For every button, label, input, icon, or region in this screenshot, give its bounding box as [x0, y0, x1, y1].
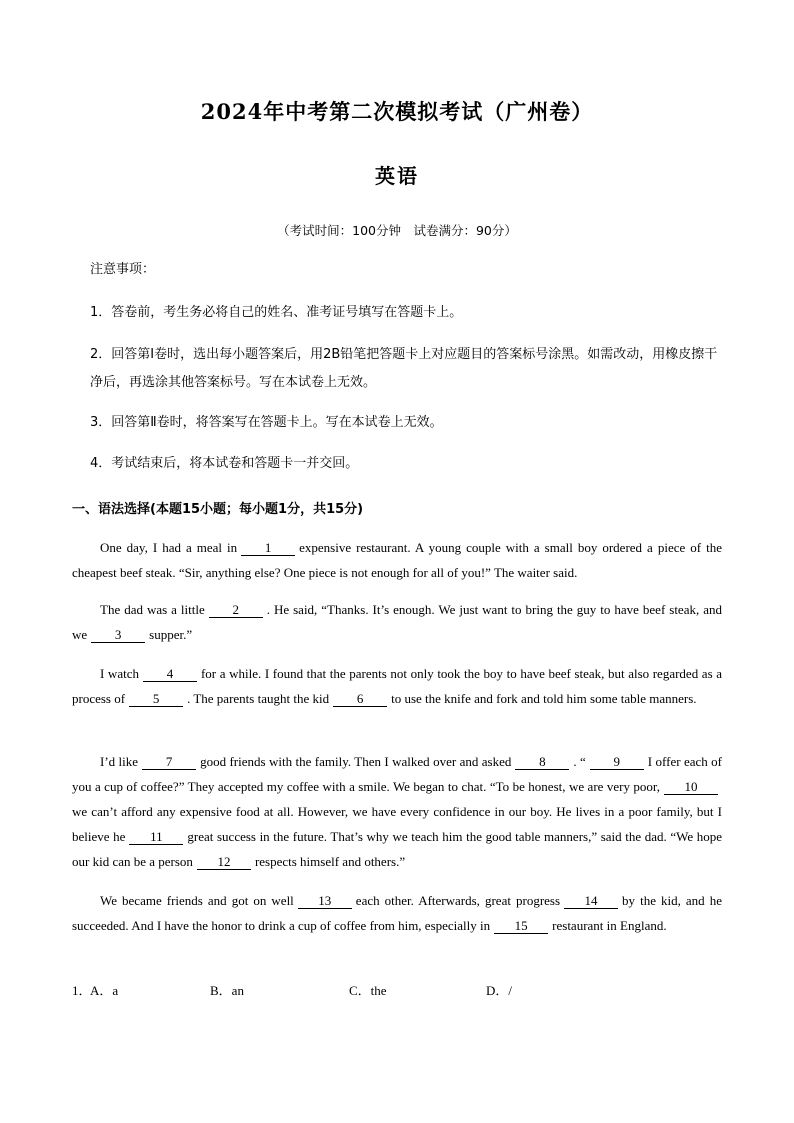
answer-blank: 8 [515, 754, 569, 770]
passage-text: I watch [100, 666, 139, 681]
passage-text: good friends with the family. Then I walked over and asked [200, 754, 512, 769]
answer-blank: 1 [241, 540, 295, 556]
notes-heading: 注意事项： [90, 262, 156, 277]
answer-blank: 4 [143, 666, 197, 682]
passage-text: great success in the future. That’s why we teach him the good table manners,” said the dad. “We hope our kid can be a person [72, 829, 722, 869]
question-number: 1． [72, 983, 92, 998]
passage-text: We became friends and got on well [100, 893, 294, 908]
passage-text: to use the knife and fork and told him some table manners. [391, 691, 697, 706]
answer-blank: 13 [298, 893, 352, 909]
passage-paragraph [72, 661, 722, 711]
option-d[interactable]: D．/ [486, 983, 513, 998]
passage-text: . The parents taught the kid [187, 691, 330, 706]
passage-paragraph [72, 749, 722, 874]
answer-blank: 9 [590, 754, 644, 770]
passage-text: One day, I had a meal in [100, 540, 238, 555]
passage-text: expensive restaurant. A young couple with a small boy ordered a piece of the cheapest beef steak. “Sir, anything else? One piece is not enough for all of you!” The waiter said. [72, 540, 722, 580]
passage-text: . “ [573, 754, 586, 769]
note-item: 2．回答第Ⅰ卷时，选出每小题答案后，用2B铅笔把答题卡上对应题目的答案标号涂黑。如需改动，用橡皮擦干净后，再选涂其他答案标号。写在本试卷上无效。 [90, 347, 718, 390]
answer-blank: 7 [142, 754, 196, 770]
passage-text: I’d like [100, 754, 139, 769]
subject-title: 英语 [375, 164, 419, 188]
passage-text: respects himself and others.” [254, 854, 406, 869]
answer-blank: 6 [333, 691, 387, 707]
passage-text: . He said, “Thanks. It’s enough. We just want to bring the guy to have beef steak, and we [72, 602, 722, 642]
answer-blank: 5 [129, 691, 183, 707]
option-c[interactable]: C．the [349, 983, 387, 998]
note-item: 4．考试结束后，将本试卷和答题卡一并交回。 [90, 456, 359, 471]
answer-blank: 3 [91, 627, 145, 643]
passage-text: The dad was a little [100, 602, 205, 617]
answer-blank: 14 [564, 893, 618, 909]
exam-info: （考试时间：100分钟 试卷满分：90分） [277, 223, 517, 238]
answer-blank: 15 [494, 918, 548, 934]
passage-text: restaurant in England. [552, 918, 667, 933]
passage-paragraph [72, 597, 722, 647]
exam-title: 2024年中考第二次模拟考试（广州卷） [200, 99, 594, 124]
passage-paragraph [72, 535, 722, 585]
passage-text: for a while. I found that the parents not only took the boy to have beef steak, but also regarded as a process of [72, 666, 722, 706]
answer-blank: 12 [197, 854, 251, 870]
section-heading: 一、语法选择(本题15小题；每小题1分，共15分) [72, 502, 364, 517]
passage-text: I offer each of you a cup of coffee?” They accepted my coffee with a smile. We began to chat. “To be honest, we are very poor, [72, 754, 723, 794]
note-item: 1．答卷前，考生务必将自己的姓名、准考证号填写在答题卡上。 [90, 305, 463, 320]
passage-text: each other. Afterwards, great progress [355, 893, 561, 908]
passage-text: by the kid, and he succeeded. And I have the honor to drink a cup of coffee from him, especially in [72, 893, 722, 933]
passage-paragraph [72, 888, 722, 938]
answer-blank: 11 [129, 829, 183, 845]
answer-blank: 2 [209, 602, 263, 618]
answer-blank: 10 [664, 779, 718, 795]
passage-text: we can’t afford any expensive food at all. However, we have every confidence in our boy. He lives in a poor family, but I believe he [72, 804, 722, 844]
note-item: 3．回答第Ⅱ卷时，将答案写在答题卡上。写在本试卷上无效。 [90, 415, 443, 430]
option-a[interactable]: A．a [90, 983, 119, 998]
passage-text: supper.” [149, 627, 193, 642]
option-b[interactable]: B．an [210, 983, 244, 998]
